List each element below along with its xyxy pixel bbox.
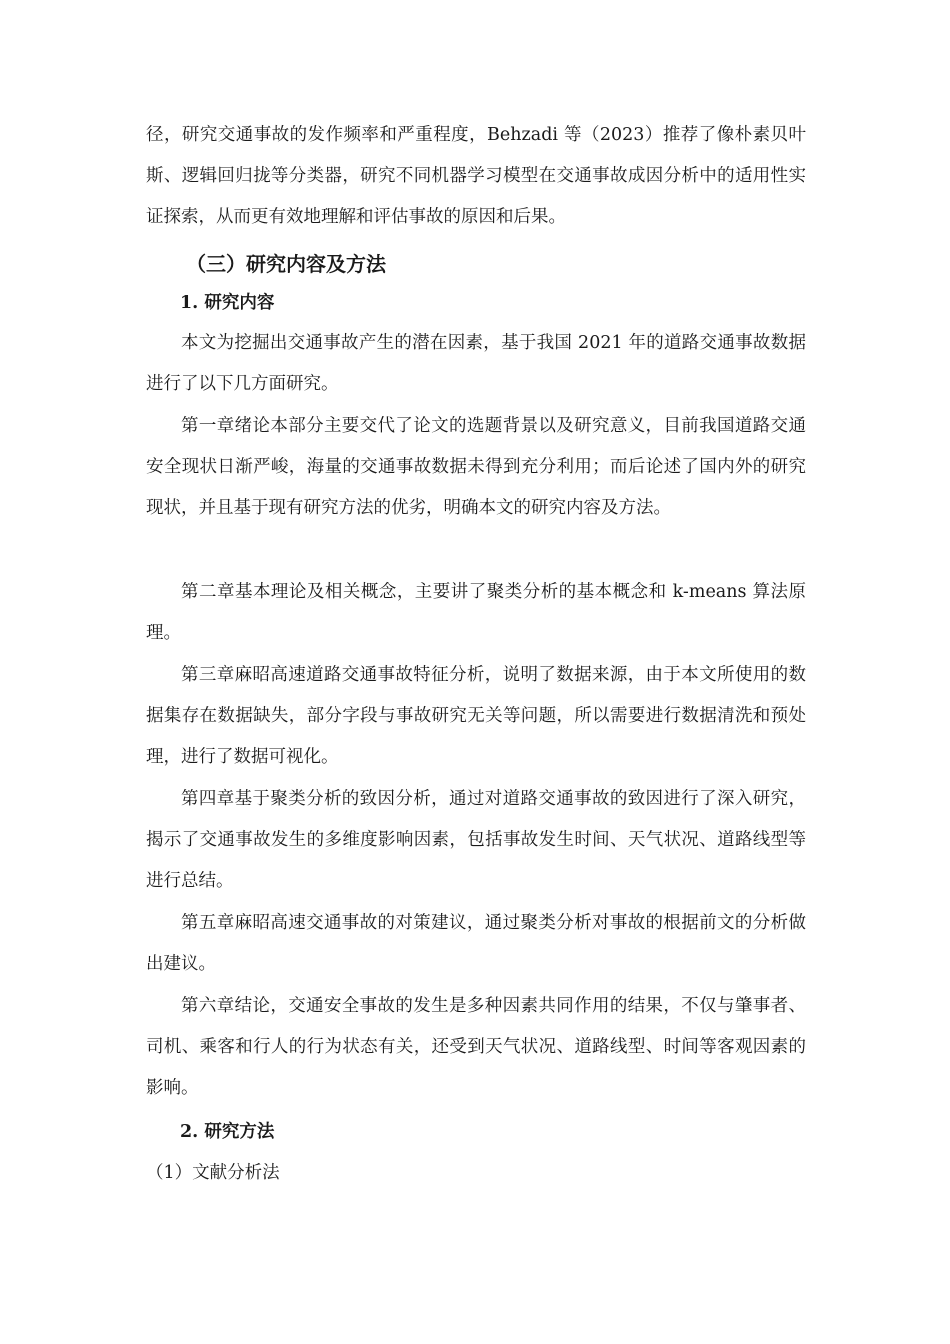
- subsubsection-heading-literature-analysis: （1）文献分析法: [146, 1163, 280, 1183]
- subsection-heading-research-content: 1. 研究内容: [180, 293, 275, 313]
- paragraph-chapter-5: 第五章麻昭高速交通事故的对策建议，通过聚类分析对事故的根据前文的分析做出建议。: [146, 913, 806, 974]
- paragraph-chapter-2: 第二章基本理论及相关概念，主要讲了聚类分析的基本概念和 k-means 算法原理。: [146, 582, 806, 643]
- paragraph-chapter-1: 第一章绪论本部分主要交代了论文的选题背景以及研究意义，目前我国道路交通安全现状日渐严峻，海量的交通事故数据未得到充分利用；而后论述了国内外的研究现状，并且基于现有研究方法的优劣，明确本文的研究内容及方法。: [146, 416, 806, 518]
- intro-paragraph: 径，研究交通事故的发作频率和严重程度，Behzadi 等（2023）推荐了像朴素贝叶斯、逻辑回归拢等分类器，研究不同机器学习模型在交通事故成因分析中的适用性实证探索，从而更有效地理解和评估事故的原因和后果。: [146, 125, 806, 227]
- paragraph-chapter-4: 第四章基于聚类分析的致因分析，通过对道路交通事故的致因进行了深入研究，揭示了交通事故发生的多维度影响因素，包括事故发生时间、天气状况、道路线型等进行总结。: [146, 789, 806, 891]
- subsection-heading-research-methods: 2. 研究方法: [180, 1122, 275, 1142]
- paragraph-overview: 本文为挖掘出交通事故产生的潜在因素，基于我国 2021 年的道路交通事故数据进行了以下几方面研究。: [146, 333, 806, 394]
- paragraph-chapter-6: 第六章结论，交通安全事故的发生是多种因素共同作用的结果，不仅与肇事者、司机、乘客和行人的行为状态有关，还受到天气状况、道路线型、时间等客观因素的影响。: [146, 996, 806, 1098]
- section-heading: （三）研究内容及方法: [186, 252, 386, 276]
- paragraph-chapter-3: 第三章麻昭高速道路交通事故特征分析，说明了数据来源，由于本文所使用的数据集存在数据缺失，部分字段与事故研究无关等问题，所以需要进行数据清洗和预处理，进行了数据可视化。: [146, 665, 806, 767]
